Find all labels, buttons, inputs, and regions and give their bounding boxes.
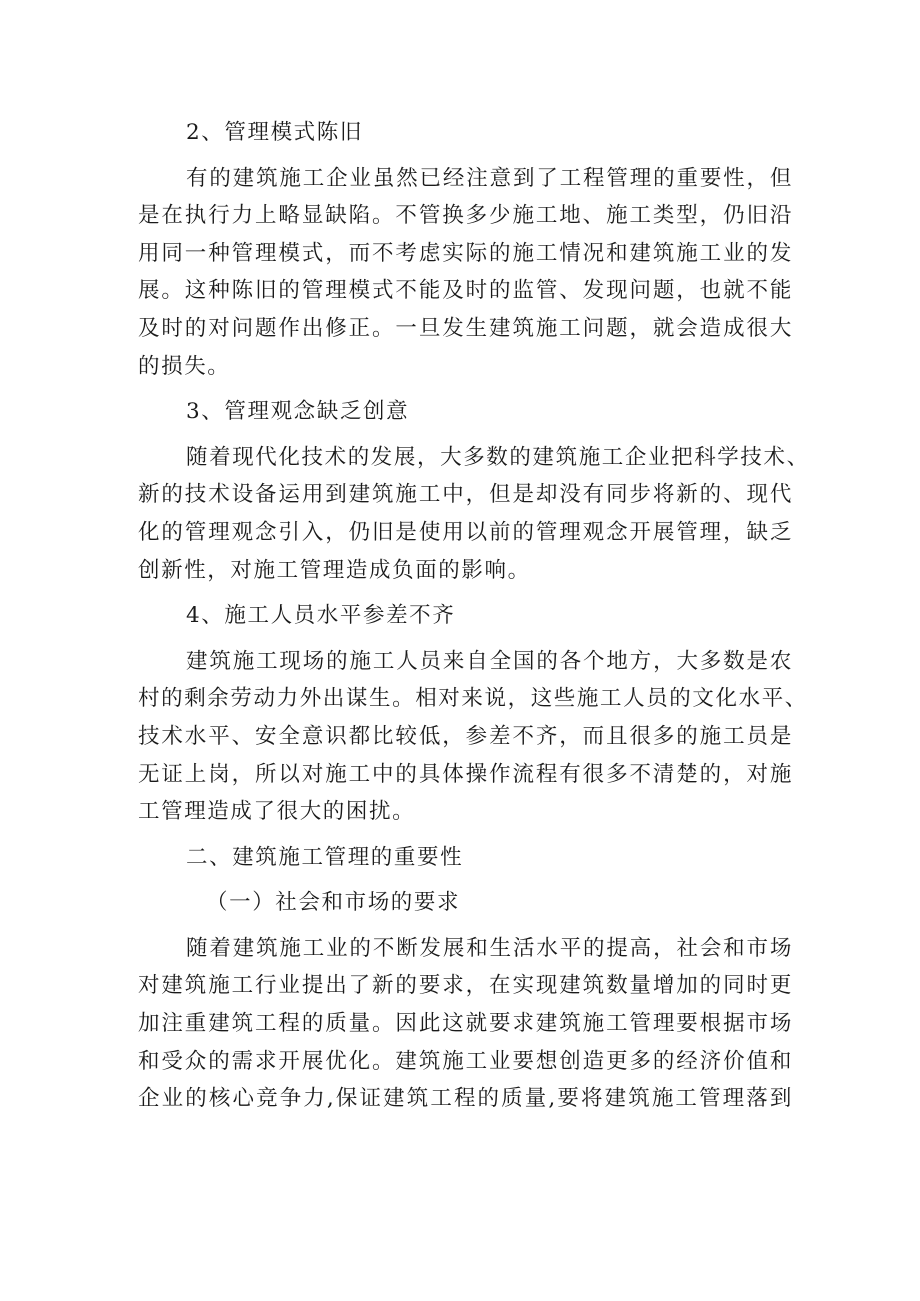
paragraph-line: 用同一种管理模式，而不考虑实际的施工情况和建筑施工业的发: [138, 240, 793, 266]
paragraph-line: 工管理造成了很大的困扰。: [138, 799, 416, 825]
paragraph-line: 随着建筑施工业的不断发展和生活水平的提高，社会和市场: [186, 935, 793, 961]
paragraph-line: 随着现代化技术的发展，大多数的建筑施工企业把科学技术、: [186, 444, 810, 470]
subheading-society-and-market-requirements: （一）社会和市场的要求: [206, 890, 461, 916]
heading-management-mode-outdated: 2、管理模式陈旧: [186, 120, 363, 145]
paragraph-line: 创新性，对施工管理造成负面的影响。: [138, 557, 531, 583]
paragraph-management-concept-lacks-creativity: [138, 439, 810, 589]
paragraph-line: 展。这种陈旧的管理模式不能及时的监管、发现问题，也就不能: [138, 278, 793, 304]
heading-management-concept-lacks-creativity: 3、管理观念缺乏创意: [186, 399, 410, 425]
paragraph-worker-skill-uneven: [138, 643, 808, 831]
paragraph-line: 是在执行力上略显缺陷。不管换多少施工地、施工类型，仍旧沿: [138, 203, 793, 229]
paragraph-line: 无证上岗，所以对施工中的具体操作流程有很多不清楚的，对施: [138, 761, 793, 787]
paragraph-line: 对建筑施工行业提出了新的要求，在实现建筑数量增加的同时更: [138, 973, 793, 999]
paragraph-line: 及时的对问题作出修正。一旦发生建筑施工问题，就会造成很大: [138, 315, 793, 341]
paragraph-line: 新的技术设备运用到建筑施工中，但是却没有同步将新的、现代: [138, 482, 793, 508]
paragraph-line: 的损失。: [138, 353, 231, 379]
document-body: [138, 114, 810, 1126]
paragraph-line: 建筑施工现场的施工人员来自全国的各个地方，大多数是农: [186, 648, 793, 674]
paragraph-line: 和受众的需求开展优化。建筑施工业要想创造更多的经济价值和: [138, 1048, 793, 1074]
paragraph-line: 企业的核心竞争力,保证建筑工程的质量,要将建筑施工管理落到: [138, 1086, 793, 1112]
paragraph-line: 村的剩余劳动力外出谋生。相对来说，这些施工人员的文化水平、: [138, 686, 808, 712]
paragraph-line: 技术水平、安全意识都比较低，参差不齐，而且很多的施工员是: [138, 723, 793, 749]
heading-construction-management-importance: 二、建筑施工管理的重要性: [186, 844, 464, 870]
paragraph-line: 化的管理观念引入，仍旧是使用以前的管理观念开展管理，缺乏: [138, 519, 793, 545]
paragraph-management-mode-outdated: [138, 160, 793, 386]
paragraph-society-and-market-requirements: [138, 930, 793, 1118]
paragraph-line: 有的建筑施工企业虽然已经注意到了工程管理的重要性，但: [186, 165, 793, 191]
heading-worker-skill-uneven: 4、施工人员水平参差不齐: [186, 603, 456, 629]
paragraph-line: 加注重建筑工程的质量。因此这就要求建筑施工管理要根据市场: [138, 1011, 793, 1037]
